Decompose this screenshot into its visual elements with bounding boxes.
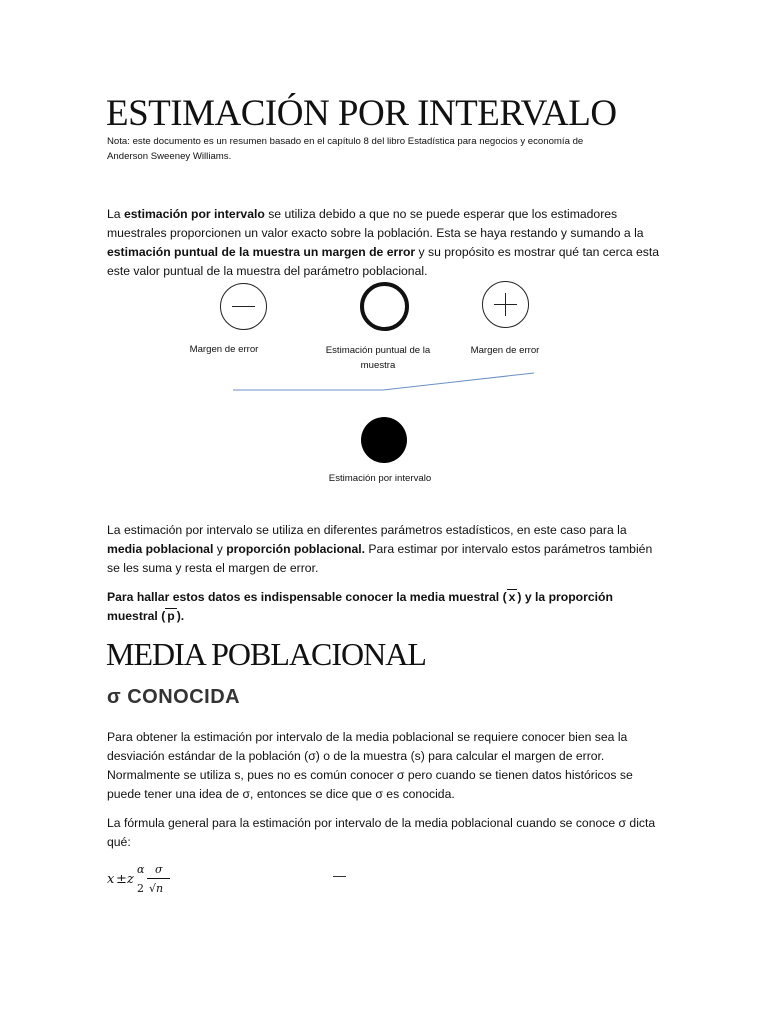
interval-estimate-label: Estimación por intervalo [328,473,432,484]
intro-bold-1: estimación por intervalo [123,207,265,221]
left-margin-label: Margen de error [189,344,259,355]
point-estimate-circle-icon [360,282,409,331]
center-estimate-label: Estimación puntual de la muestra [325,345,431,371]
x-bar-symbol: x [508,590,516,604]
document-note [107,134,667,164]
note-line-1: Nota: este documento es un resumen basado en el capítulo 8 del libro Estadística para negocios y economía de [107,136,584,147]
intro-bold-2: estimación puntual de la muestra un margen de error [107,245,416,259]
right-margin-label: Margen de error [470,345,540,356]
formula-intro-paragraph: La fórmula general para la estimación por intervalo de la media poblacional cuando se conoce σ dicta qué: [107,816,656,849]
interval-estimate-dot-icon [361,417,407,463]
minus-symbol [232,306,255,307]
document-title: ESTIMACIÓN POR INTERVALO [106,93,617,134]
interval-formula: x ± z α 2 σ √n [107,862,197,898]
formula-dash: — [333,868,346,883]
note-line-2: Anderson Sweeney Williams. [107,151,232,162]
section-heading-media: MEDIA POBLACIONAL [106,636,426,672]
sample-stats-paragraph: Para hallar estos datos es indispensable conocer la media muestral ( x ) y la proporción muestral ( p ). [107,590,613,623]
intro-paragraph [107,205,662,281]
intro-text-3: y su propósito es mostrar qué tan cerca esta este valor puntual de la muestra del parámetro poblacional. [107,245,660,278]
intro-text-2: se utiliza debido a que no se puede esperar que los estimadores muestrales proporcionen un valor exacto sobre la población. Esta se haya restando y sumando a la [107,207,644,240]
section-subheading-sigma: σ CONOCIDA [107,686,241,708]
plus-circle-icon [482,281,529,328]
minus-circle-icon [220,283,267,330]
connector-right-line [383,373,534,390]
media-paragraph: Para obtener la estimación por intervalo de la media poblacional se requiere conocer bien sea la desviación estándar de la población (σ) o de la muestra (s) para calcular el margen de error. Normalmente se utiliza s, pues no es común conocer σ pero cuando se tienen datos históricos se puede tener una idea de σ, entonces se dice que σ es conocida. [107,730,633,801]
parameters-paragraph: La estimación por intervalo se utiliza en diferentes parámetros estadísticos, en este caso para la media poblacional y proporción poblacional. Para estimar por intervalo estos parámetros también se les suma y resta el margen de error. [107,523,653,575]
connector-lines [230,370,540,394]
p-bar-symbol: p [167,609,175,623]
intro-text-1: La [107,207,124,221]
